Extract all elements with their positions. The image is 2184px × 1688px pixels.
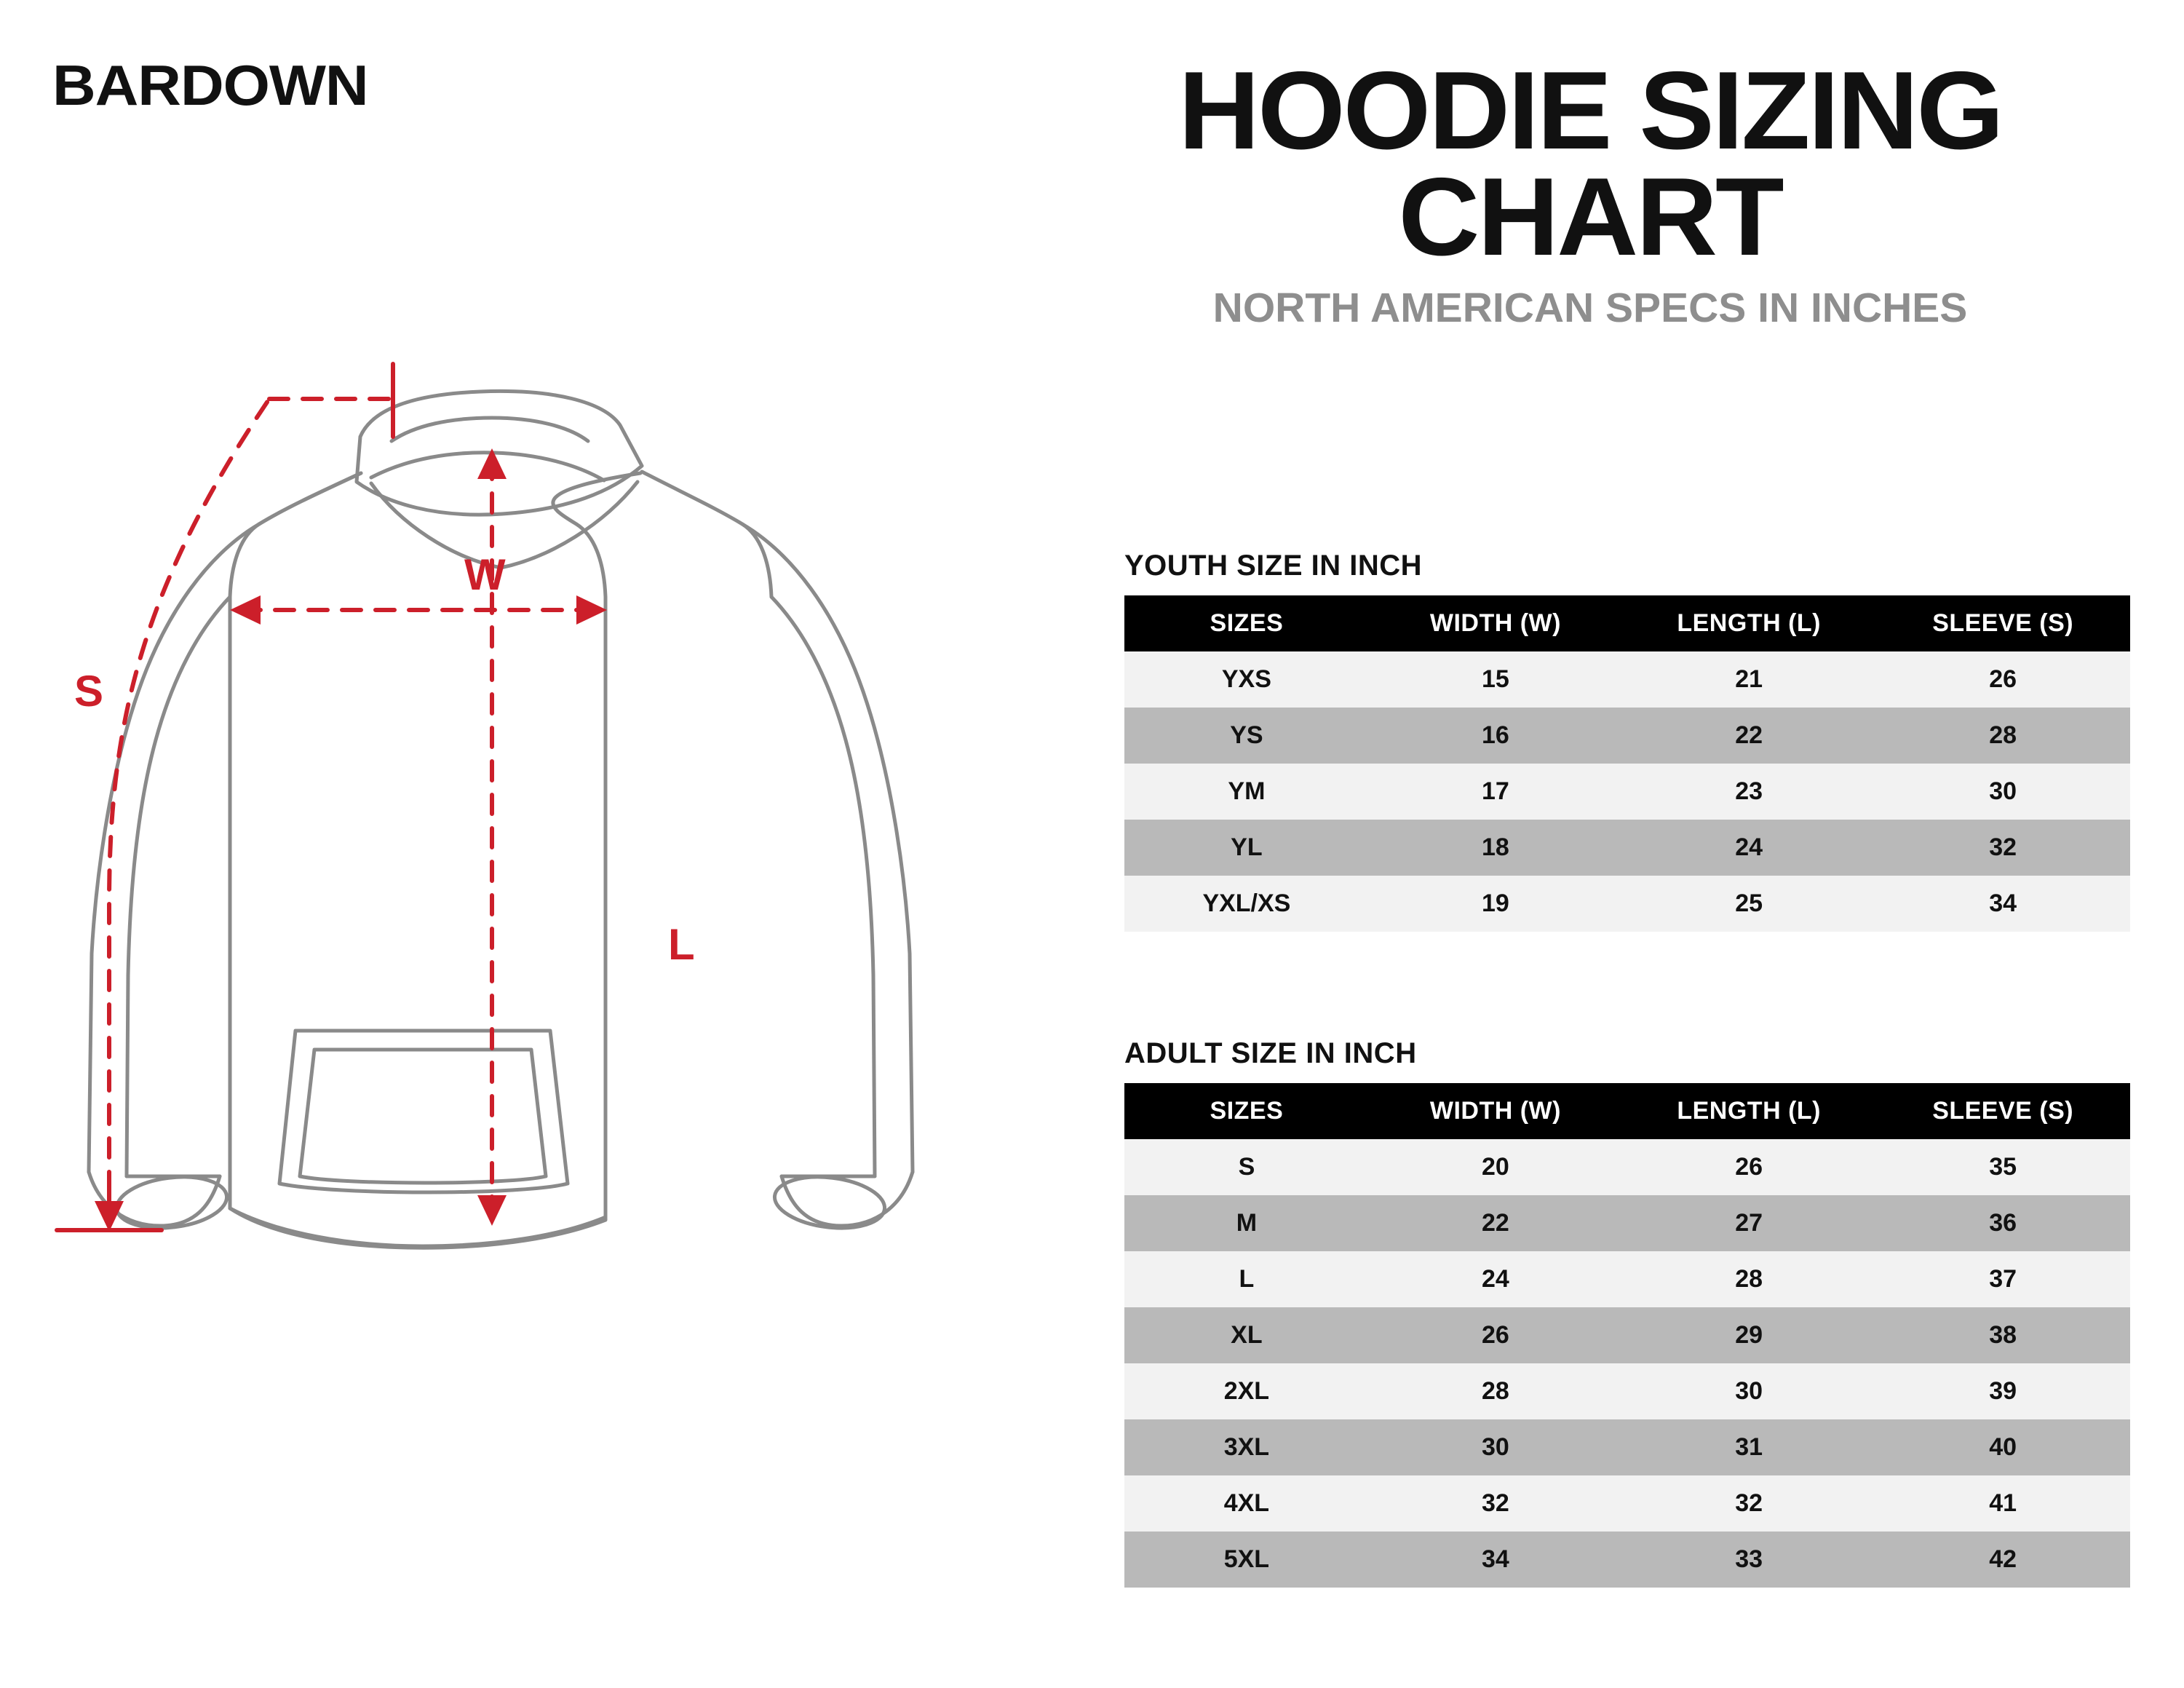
column-header-sizes: SIZES [1124,595,1369,651]
cell-sleeve: 36 [1875,1195,2130,1251]
cell-width: 26 [1369,1307,1622,1363]
cell-sleeve: 35 [1875,1139,2130,1195]
cell-length: 21 [1622,651,1875,708]
table-row [1124,651,2130,708]
table-row [1124,820,2130,876]
table-row [1124,1307,2130,1363]
hoodie-diagram [29,349,1019,1427]
cell-width: 22 [1369,1195,1622,1251]
cell-width: 19 [1369,876,1622,932]
cell-length: 29 [1622,1307,1875,1363]
cell-size: XL [1124,1307,1369,1363]
cell-size: YL [1124,820,1369,876]
page-title: HOODIE SIZING CHART [1178,49,2002,279]
table-row [1124,876,2130,932]
cell-sleeve: 41 [1875,1475,2130,1532]
adult-size-table [1124,1083,2130,1588]
cell-sleeve: 28 [1875,708,2130,764]
column-header-sleeve: SLEEVE (S) [1875,1083,2130,1139]
table-row [1124,1475,2130,1532]
cell-sleeve: 30 [1875,764,2130,820]
column-header-length: LENGTH (L) [1622,595,1875,651]
column-header-width: WIDTH (W) [1369,1083,1622,1139]
youth-table-caption: YOUTH SIZE IN INCH [1124,550,1423,582]
cell-sleeve: 37 [1875,1251,2130,1307]
cell-length: 25 [1622,876,1875,932]
column-header-sizes: SIZES [1124,1083,1369,1139]
cell-width: 16 [1369,708,1622,764]
cell-length: 27 [1622,1195,1875,1251]
cell-sleeve: 34 [1875,876,2130,932]
cell-length: 31 [1622,1419,1875,1475]
cell-size: YS [1124,708,1369,764]
column-header-width: WIDTH (W) [1369,595,1622,651]
cell-size: L [1124,1251,1369,1307]
table-row [1124,764,2130,820]
cell-length: 32 [1622,1475,1875,1532]
cell-sleeve: 40 [1875,1419,2130,1475]
cell-width: 32 [1369,1475,1622,1532]
table-row [1124,1139,2130,1195]
cell-size: 5XL [1124,1532,1369,1588]
cell-size: S [1124,1139,1369,1195]
cell-length: 30 [1622,1363,1875,1419]
cell-size: YXL/XS [1124,876,1369,932]
cell-size: 4XL [1124,1475,1369,1532]
cell-sleeve: 38 [1875,1307,2130,1363]
cell-length: 26 [1622,1139,1875,1195]
cell-width: 28 [1369,1363,1622,1419]
table-row [1124,708,2130,764]
cell-size: 3XL [1124,1419,1369,1475]
cell-width: 18 [1369,820,1622,876]
table-header-row [1124,595,2130,651]
cell-width: 20 [1369,1139,1622,1195]
cell-width: 24 [1369,1251,1622,1307]
cell-length: 22 [1622,708,1875,764]
cell-width: 17 [1369,764,1622,820]
cell-width: 15 [1369,651,1622,708]
table-header-row [1124,1083,2130,1139]
table-row [1124,1251,2130,1307]
cell-sleeve: 42 [1875,1532,2130,1588]
brand-logo: BARDOWN [52,53,368,117]
width-label: W [464,550,506,599]
cell-size: M [1124,1195,1369,1251]
cell-sleeve: 39 [1875,1363,2130,1419]
cell-length: 28 [1622,1251,1875,1307]
cell-size: YXS [1124,651,1369,708]
column-header-sleeve: SLEEVE (S) [1875,595,2130,651]
youth-size-table [1124,595,2130,932]
cell-sleeve: 32 [1875,820,2130,876]
adult-table-caption: ADULT SIZE IN INCH [1124,1037,1417,1069]
cell-length: 24 [1622,820,1875,876]
cell-width: 34 [1369,1532,1622,1588]
header [1048,49,2132,332]
cell-width: 30 [1369,1419,1622,1475]
page-subtitle: NORTH AMERICAN SPECS IN INCHES [1212,284,1968,331]
cell-sleeve: 26 [1875,651,2130,708]
cell-length: 33 [1622,1532,1875,1588]
sleeve-label: S [74,667,104,716]
table-row [1124,1363,2130,1419]
column-header-length: LENGTH (L) [1622,1083,1875,1139]
table-row [1124,1532,2130,1588]
adult-size-section [1124,1037,2130,1588]
table-row [1124,1195,2130,1251]
cell-size: YM [1124,764,1369,820]
cell-size: 2XL [1124,1363,1369,1419]
length-label: L [668,920,695,969]
youth-size-section [1124,550,2130,932]
table-row [1124,1419,2130,1475]
cell-length: 23 [1622,764,1875,820]
